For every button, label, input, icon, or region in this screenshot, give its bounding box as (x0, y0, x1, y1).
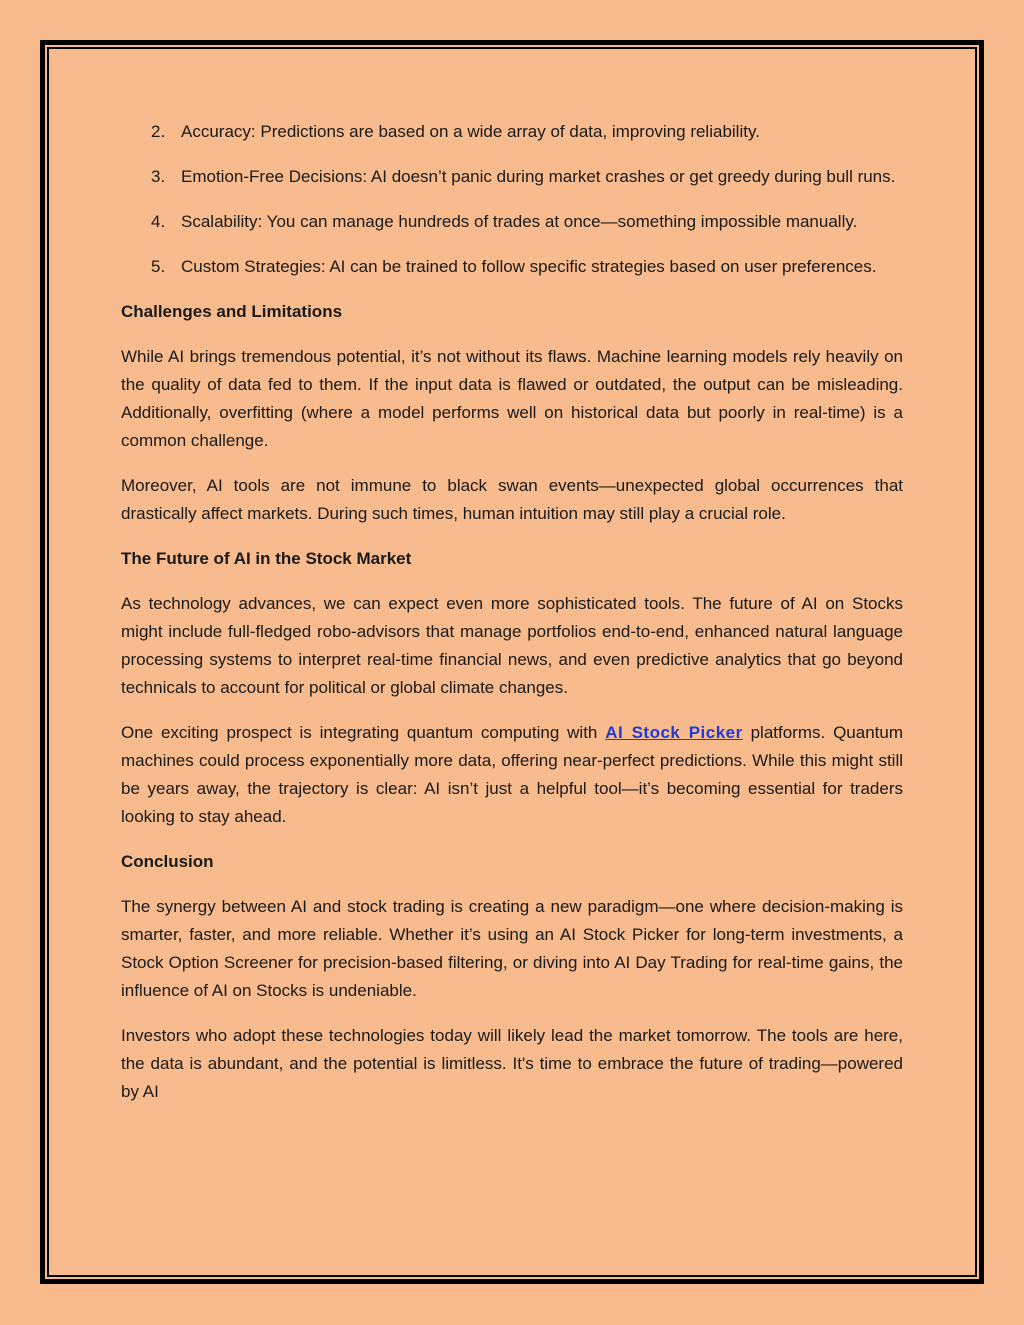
future-heading: The Future of AI in the Stock Market (121, 549, 412, 568)
future-paragraph-2-rest: platforms. Quantum machines could process exponentially more data, offering near-perfect predictions. While this might still be years away, the trajectory is clear: AI isn’t just a helpful tool—it’s becoming essential for traders looking to stay ahead. (121, 723, 903, 826)
list-item-number: 3. (151, 167, 166, 186)
ai-stock-picker-link[interactable]: AI Stock Picker (605, 723, 743, 742)
list-item-text: AI doesn’t panic during market crashes or get greedy during bull runs. (367, 167, 896, 186)
future-paragraph-1: As technology advances, we can expect even more sophisticated tools. The future of AI on Stocks might include full-fledged robo-advisors that manage portfolios end-to-end, enhanced natural language processing systems to interpret real-time financial news, and even predictive analytics that go beyond technicals to account for political or global climate changes. (121, 594, 903, 697)
challenges-paragraph-1: While AI brings tremendous potential, it’s not without its flaws. Machine learning models rely heavily on the quality of data fed to them. If the input data is flawed or outdated, the output can be misleading. Additionally, overfitting (where a model performs well on historical data but poorly in real-time) is a common challenge. (121, 347, 903, 450)
future-paragraph-2-lead: One exciting prospect is integrating quantum computing with (121, 723, 606, 742)
future-paragraph-2 (121, 719, 903, 831)
list-item-number: 4. (151, 212, 166, 231)
conclusion-paragraph-1: The synergy between AI and stock trading is creating a new paradigm—one where decision-making is smarter, faster, and more reliable. Whether it’s using an AI Stock Picker for long-term investments, a Stock Option Screener for precision-based filtering, or diving into AI Day Trading for real-time gains, the influence of AI on Stocks is undeniable. (121, 897, 903, 1000)
list-item-term: Custom Strategies: (181, 257, 326, 276)
list-item-text: Predictions are based on a wide array of data, improving reliability. (255, 122, 760, 141)
conclusion-paragraph-2: Investors who adopt these technologies today will likely lead the market tomorrow. The tools are here, the data is abundant, and the potential is limitless. It's time to embrace the future of trading—powered by AI (121, 1026, 903, 1101)
list-item-term: Accuracy: (181, 122, 256, 141)
list-item-term: Scalability: (181, 212, 263, 231)
list-item (121, 163, 903, 191)
conclusion-heading: Conclusion (121, 852, 214, 871)
list-item (121, 253, 903, 281)
list-item-term: Emotion-Free Decisions: (181, 167, 368, 186)
list-item-text: AI can be trained to follow specific strategies based on user preferences. (325, 257, 877, 276)
document-body (121, 118, 903, 1123)
list-item-text: You can manage hundreds of trades at once—something impossible manually. (262, 212, 858, 231)
list-item-number: 5. (151, 257, 166, 276)
list-item (121, 208, 903, 236)
challenges-paragraph-2: Moreover, AI tools are not immune to black swan events—unexpected global occurrences that drastically affect markets. During such times, human intuition may still play a crucial role. (121, 476, 903, 523)
benefits-list (121, 118, 903, 281)
challenges-heading: Challenges and Limitations (121, 302, 343, 321)
list-item-number: 2. (151, 122, 166, 141)
list-item (121, 118, 903, 146)
